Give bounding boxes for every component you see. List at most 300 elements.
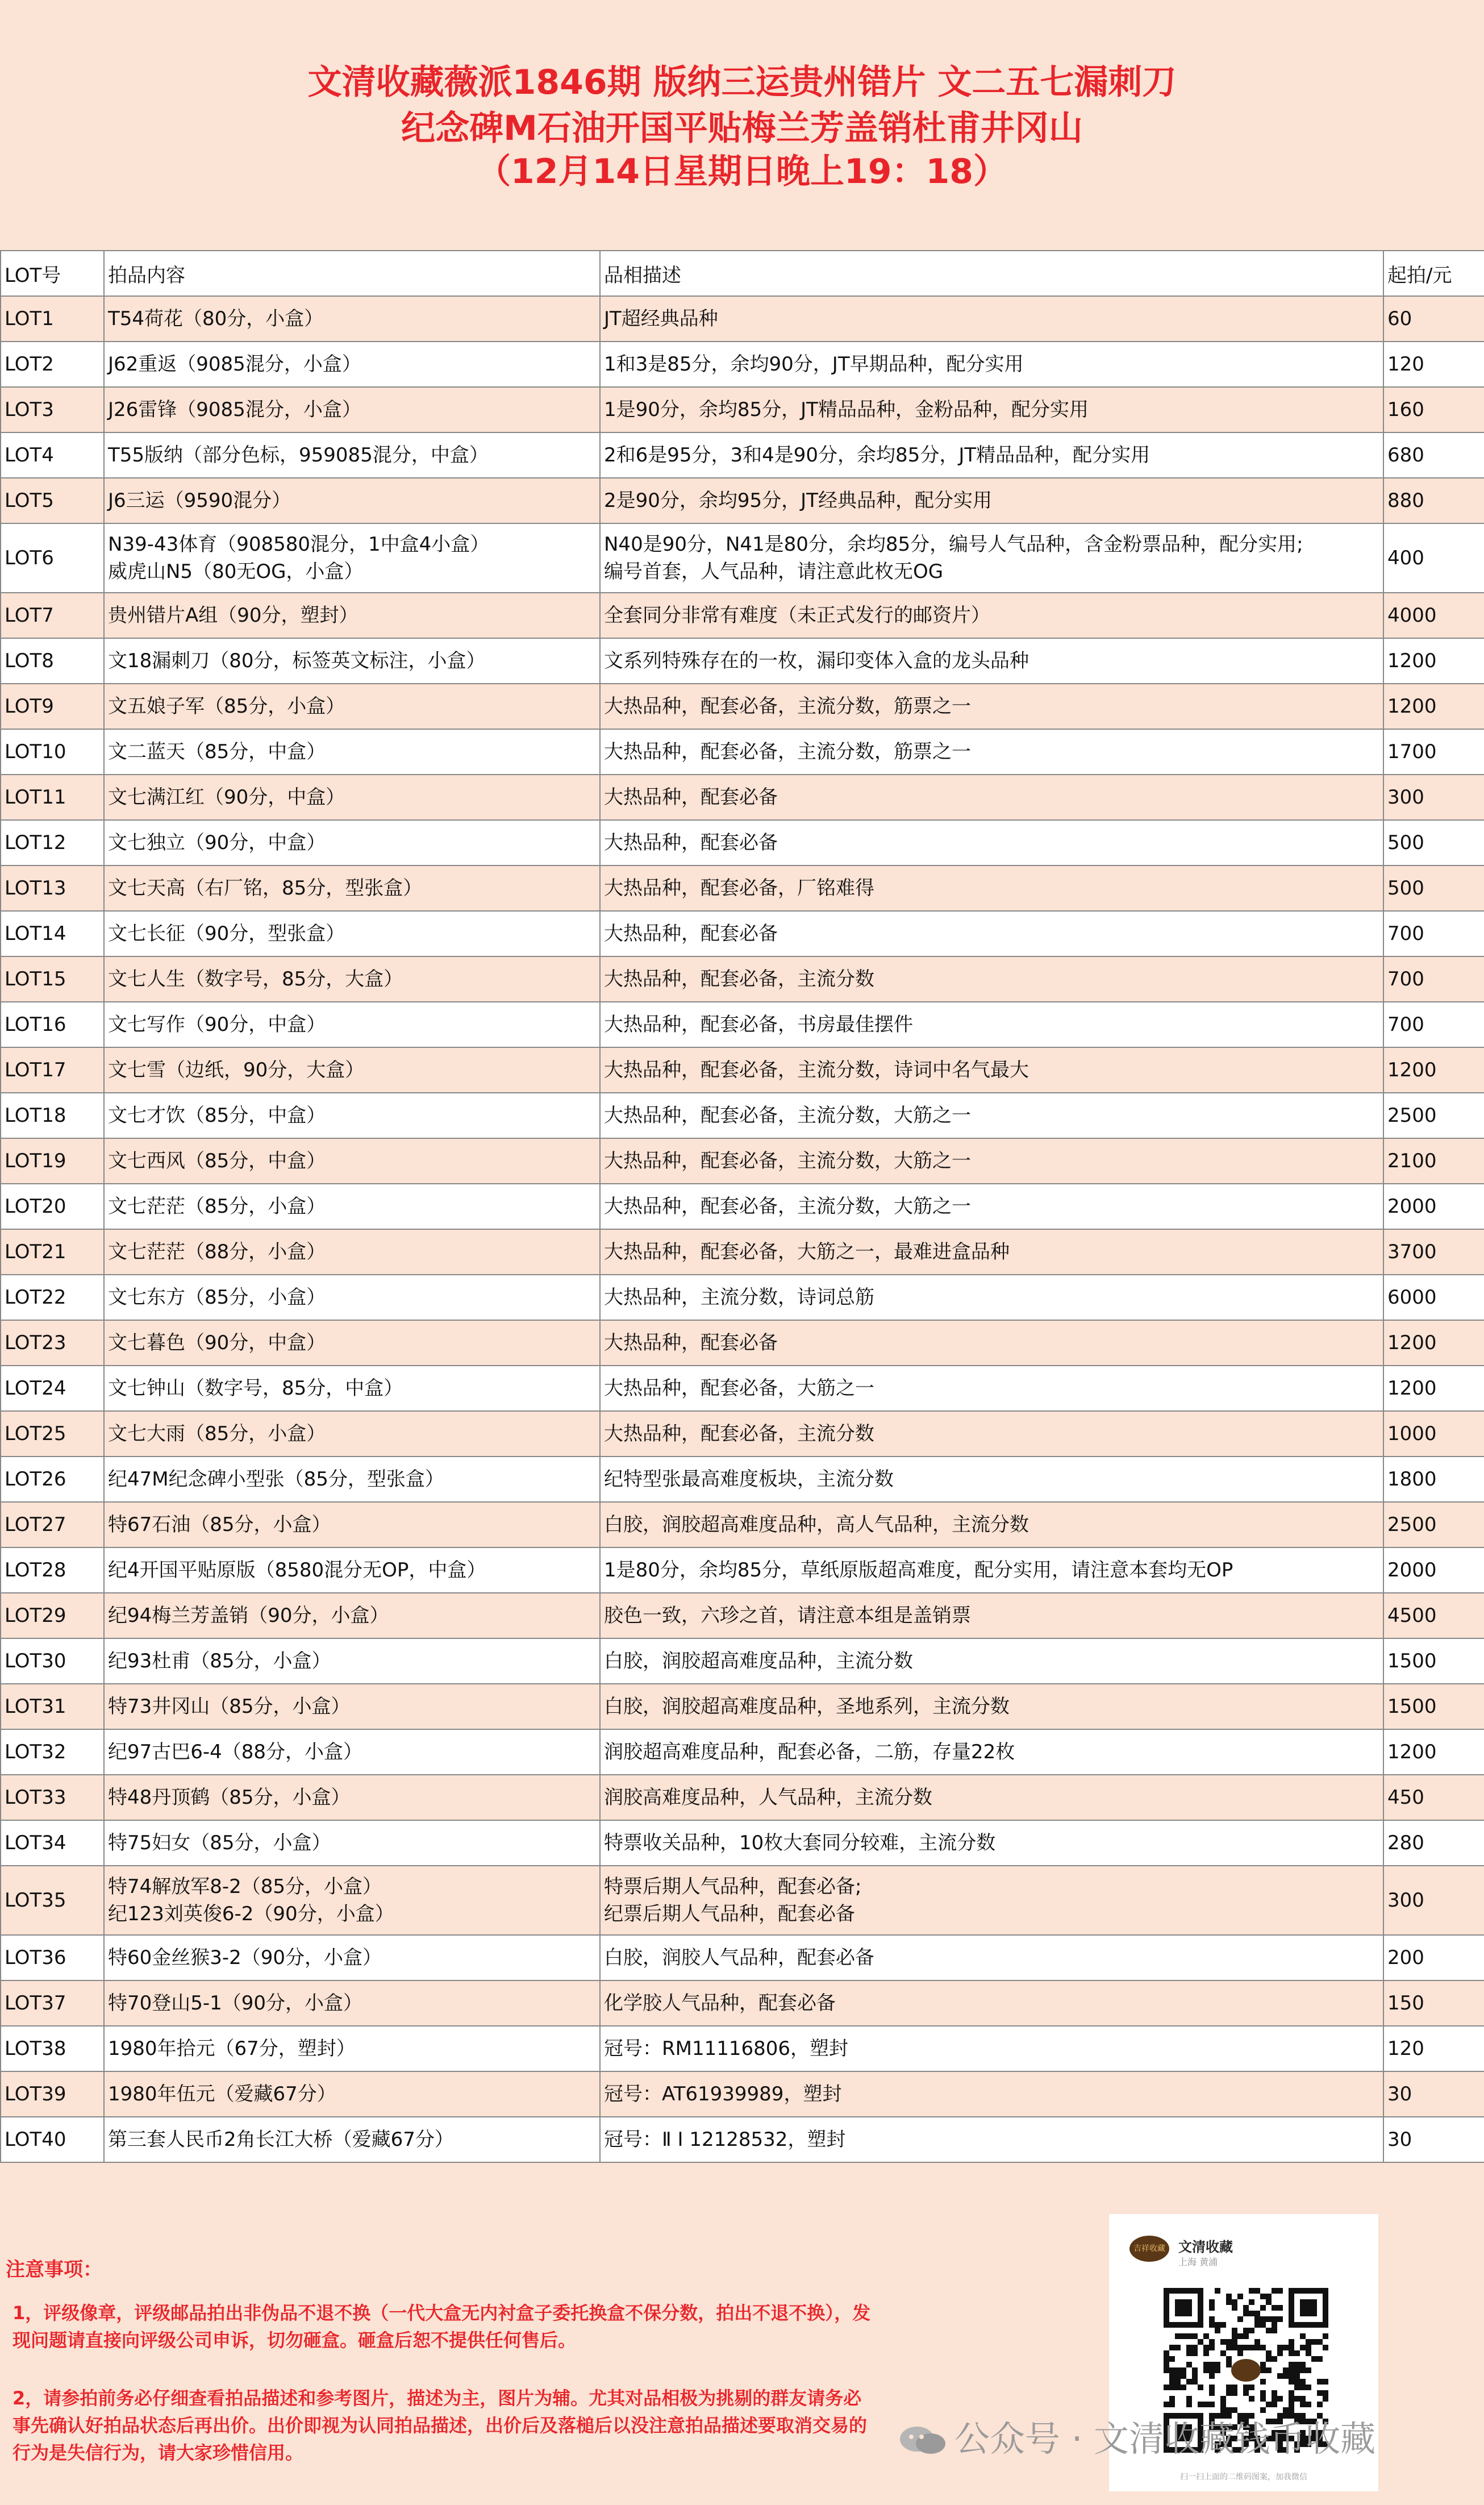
qr-module	[1203, 2350, 1209, 2356]
lot-description-cell	[600, 684, 1383, 729]
start-price-cell: 60	[1383, 296, 1484, 342]
lot-description-cell-line: 大热品种，配套必备，主流分数，筋票之一	[604, 740, 971, 763]
qr-module	[1277, 2305, 1283, 2311]
lot-description-cell	[600, 1729, 1383, 1775]
lot-description-cell	[600, 1229, 1383, 1275]
lot-description-cell	[600, 1138, 1383, 1184]
lot-item-cell-line: 文七独立（90分，中盒）	[108, 831, 326, 854]
qr-module	[1277, 2288, 1283, 2294]
qr-module	[1323, 2396, 1328, 2402]
qr-module	[1260, 2390, 1266, 2396]
qr-module	[1277, 2350, 1283, 2356]
qr-module	[1192, 2367, 1198, 2373]
qr-module	[1323, 2345, 1328, 2350]
lot-description-cell	[600, 775, 1383, 820]
qr-module	[1289, 2390, 1294, 2396]
qr-finder-pattern	[1300, 2299, 1317, 2316]
lot-item-cell	[104, 1138, 600, 1184]
lot-description-cell-line: 大热品种，主流分数，诗词总筋	[604, 1286, 874, 1309]
start-price-cell: 1500	[1383, 1684, 1484, 1729]
qr-module	[1249, 2385, 1254, 2390]
qr-module	[1209, 2385, 1215, 2390]
lot-item-cell-line: 特67石油（85分，小盒）	[108, 1513, 331, 1536]
table-row	[1, 1980, 1484, 2026]
start-price-cell: 680	[1383, 432, 1484, 478]
table-row	[1, 432, 1484, 478]
lot-description-cell	[600, 865, 1383, 911]
qr-module	[1164, 2385, 1169, 2390]
lot-item-cell	[104, 1275, 600, 1320]
lot-description-cell-line: 白胶，润胶人气品种，配套必备	[604, 1946, 874, 1969]
lot-number-cell: LOT27	[1, 1502, 104, 1547]
qr-module	[1277, 2396, 1283, 2402]
qr-module	[1186, 2402, 1192, 2407]
lot-description-cell	[600, 1684, 1383, 1729]
qr-module	[1175, 2385, 1181, 2390]
lot-description-cell	[600, 1935, 1383, 1980]
lot-description-cell	[600, 2117, 1383, 2162]
start-price-cell: 1800	[1383, 1457, 1484, 1502]
qr-module	[1272, 2305, 1277, 2311]
lot-description-cell-line: 全套同分非常有难度（未正式发行的邮资片）	[604, 604, 990, 627]
lot-description-cell	[600, 1502, 1383, 1547]
lot-item-cell	[104, 1684, 600, 1729]
qr-module	[1226, 2362, 1232, 2367]
lot-item-cell-line: 文七暮色（90分，中盒）	[108, 1331, 326, 1354]
table-row	[1, 593, 1484, 638]
qr-module	[1294, 2362, 1300, 2367]
lot-item-cell	[104, 2117, 600, 2162]
start-price-cell: 2500	[1383, 1502, 1484, 1547]
table-row	[1, 865, 1484, 911]
lot-number-cell: LOT36	[1, 1935, 104, 1980]
qr-module	[1294, 2379, 1300, 2385]
lot-description-cell	[600, 1184, 1383, 1229]
qr-module	[1283, 2345, 1289, 2350]
start-price-cell: 500	[1383, 820, 1484, 865]
qr-location: 上海 黄浦	[1178, 2257, 1218, 2267]
lot-description-cell-line: 胶色一致，六珍之首，请注意本组是盖销票	[604, 1604, 971, 1627]
qr-module	[1237, 2316, 1243, 2322]
qr-module	[1300, 2367, 1306, 2373]
qr-module	[1215, 2322, 1220, 2328]
lot-item-cell	[104, 478, 600, 523]
lot-item-cell	[104, 1980, 600, 2026]
lot-description-cell	[600, 729, 1383, 775]
lot-number-cell: LOT4	[1, 432, 104, 478]
qr-module	[1209, 2390, 1215, 2396]
table-row	[1, 478, 1484, 523]
lot-item-cell	[104, 956, 600, 1002]
lot-item-cell-line: J6三运（9590混分）	[108, 489, 291, 512]
column-header-description: 品相描述	[600, 251, 1383, 296]
lot-item-cell-line: 文七满江红（90分，中盒）	[108, 786, 345, 809]
qr-module	[1260, 2407, 1266, 2413]
start-price-cell: 120	[1383, 342, 1484, 387]
qr-module	[1260, 2345, 1266, 2350]
lot-number-cell: LOT38	[1, 2026, 104, 2071]
qr-module	[1209, 2373, 1215, 2379]
table-row	[1, 729, 1484, 775]
qr-module	[1209, 2345, 1215, 2350]
qr-module	[1232, 2345, 1237, 2350]
start-price-cell: 1000	[1383, 1411, 1484, 1457]
qr-module	[1311, 2339, 1317, 2345]
lot-number-cell: LOT17	[1, 1047, 104, 1093]
qr-module	[1260, 2367, 1266, 2373]
qr-module	[1226, 2407, 1232, 2413]
qr-module	[1272, 2322, 1277, 2328]
qr-module	[1272, 2316, 1277, 2322]
lot-item-cell-line: 纪47M纪念碑小型张（85分，型张盒）	[108, 1468, 444, 1491]
lot-item-cell-line: 文七东方（85分，小盒）	[108, 1286, 326, 1309]
table-row	[1, 342, 1484, 387]
start-price-cell: 400	[1383, 523, 1484, 593]
qr-module	[1209, 2339, 1215, 2345]
lot-item-cell	[104, 865, 600, 911]
start-price-cell: 300	[1383, 1866, 1484, 1935]
lot-item-cell-line: J62重返（9085混分，小盒）	[108, 353, 361, 376]
start-price-cell: 700	[1383, 1002, 1484, 1047]
lot-description-cell-line: 纪票后期人气品种，配套必备	[604, 1903, 855, 1925]
qr-module	[1243, 2333, 1249, 2339]
qr-module	[1306, 2339, 1311, 2345]
qr-module	[1209, 2316, 1215, 2322]
lot-item-cell-line: 特48丹顶鹤（85分，小盒）	[108, 1786, 351, 1809]
table-row	[1, 1547, 1484, 1593]
lot-item-cell-line: 文七西风（85分，中盒）	[108, 1150, 326, 1172]
lot-item-cell	[104, 1820, 600, 1866]
start-price-cell: 150	[1383, 1980, 1484, 2026]
qr-module	[1300, 2385, 1306, 2390]
qr-module	[1323, 2333, 1328, 2339]
table-row	[1, 387, 1484, 432]
qr-module	[1215, 2288, 1220, 2294]
table-row	[1, 684, 1484, 729]
lot-number-cell: LOT29	[1, 1593, 104, 1638]
watermark-text: 公众号 · 文清收藏钱币收藏	[954, 2418, 1376, 2460]
qr-module	[1175, 2333, 1181, 2339]
qr-module	[1243, 2390, 1249, 2396]
qr-module	[1215, 2362, 1220, 2367]
qr-module	[1215, 2328, 1220, 2333]
qr-module	[1277, 2345, 1283, 2350]
table-row	[1, 1366, 1484, 1411]
lot-description-cell	[600, 1638, 1383, 1684]
qr-module	[1272, 2396, 1277, 2402]
lot-number-cell: LOT15	[1, 956, 104, 1002]
lot-item-cell	[104, 638, 600, 684]
lot-description-cell-line: 冠号：Ⅱ I 12128532，塑封	[604, 2128, 846, 2151]
table-row	[1, 775, 1484, 820]
qr-module	[1203, 2345, 1209, 2350]
lot-description-cell	[600, 1275, 1383, 1320]
start-price-cell: 200	[1383, 1935, 1484, 1980]
lot-description-cell-line: 大热品种，配套必备，大筋之一，最难进盒品种	[604, 1241, 1010, 1263]
qr-module	[1260, 2316, 1266, 2322]
column-header-start-price: 起拍/元	[1383, 251, 1484, 296]
lot-description-cell	[600, 1093, 1383, 1138]
lot-description-cell-line: 2和6是95分，3和4是90分，余均85分，JT精品品种，配分实用	[604, 444, 1150, 467]
lot-number-cell: LOT21	[1, 1229, 104, 1275]
start-price-cell: 450	[1383, 1775, 1484, 1820]
qr-module	[1266, 2294, 1272, 2299]
lot-description-cell	[600, 1775, 1383, 1820]
qr-module	[1249, 2299, 1254, 2305]
qr-module	[1181, 2373, 1186, 2379]
table-row	[1, 1593, 1484, 1638]
qr-module	[1186, 2379, 1192, 2385]
qr-module	[1226, 2390, 1232, 2396]
lot-number-cell: LOT3	[1, 387, 104, 432]
lot-item-cell	[104, 1775, 600, 1820]
qr-module	[1294, 2373, 1300, 2379]
start-price-cell: 2000	[1383, 1184, 1484, 1229]
start-price-cell: 1200	[1383, 1729, 1484, 1775]
qr-module	[1306, 2402, 1311, 2407]
qr-module	[1215, 2367, 1220, 2373]
qr-module	[1192, 2333, 1198, 2339]
lot-description-cell-line: 大热品种，配套必备，书房最佳摆件	[604, 1013, 913, 1036]
qr-module	[1186, 2333, 1192, 2339]
lot-description-cell	[600, 820, 1383, 865]
lot-description-cell-line: 1是90分，余均85分，JT精品品种，金粉品种，配分实用	[604, 398, 1089, 421]
qr-module	[1289, 2373, 1294, 2379]
lot-description-cell	[600, 1547, 1383, 1593]
qr-module	[1220, 2339, 1226, 2345]
start-price-cell: 3700	[1383, 1229, 1484, 1275]
qr-module	[1272, 2288, 1277, 2294]
qr-module	[1300, 2345, 1306, 2350]
qr-module	[1306, 2345, 1311, 2350]
qr-module	[1260, 2294, 1266, 2299]
start-price-cell: 30	[1383, 2071, 1484, 2117]
qr-module	[1181, 2367, 1186, 2373]
qr-module	[1272, 2402, 1277, 2407]
qr-module	[1266, 2328, 1272, 2333]
lot-item-cell-line: 纪123刘英俊6-2（90分，小盒）	[108, 1903, 394, 1925]
qr-module	[1220, 2350, 1226, 2356]
lot-number-cell: LOT39	[1, 2071, 104, 2117]
lot-item-cell-line: N39-43体育（908580混分，1中盒4小盒）	[108, 533, 490, 556]
lot-description-cell-line: 化学胶人气品种，配套必备	[604, 1992, 836, 2015]
start-price-cell: 2500	[1383, 1093, 1484, 1138]
qr-module	[1220, 2322, 1226, 2328]
lot-number-cell: LOT35	[1, 1866, 104, 1935]
table-row	[1, 911, 1484, 956]
lot-number-cell: LOT6	[1, 523, 104, 593]
qr-module	[1289, 2367, 1294, 2373]
qr-module	[1164, 2402, 1169, 2407]
table-row	[1, 1638, 1484, 1684]
table-row	[1, 2026, 1484, 2071]
qr-module	[1249, 2396, 1254, 2402]
lot-item-cell-line: 文七天高（右厂铭，85分，型张盒）	[108, 877, 423, 900]
note-item-2: 2，请参拍前务必仔细查看拍品描述和参考图片，描述为主，图片为辅。尤其对品相极为挑剔的群友请务必事先确认好拍品状态后再出价。出价即视为认同拍品描述，出价后及落槌后以没注意拍品描述要取消交易的行为是失信行为，请大家珍惜信用。	[12, 2387, 868, 2464]
qr-module	[1254, 2322, 1260, 2328]
lot-number-cell: LOT2	[1, 342, 104, 387]
lot-item-cell-line: J26雷锋（9085混分，小盒）	[108, 398, 361, 421]
start-price-cell: 1200	[1383, 638, 1484, 684]
qr-module	[1243, 2311, 1249, 2316]
qr-module	[1289, 2379, 1294, 2385]
lot-description-cell	[600, 1980, 1383, 2026]
lot-item-cell-line: 纪97古巴6-4（88分，小盒）	[108, 1741, 363, 1763]
lot-item-cell-line: 威虎山N5（80无OG，小盒）	[108, 560, 364, 583]
lot-description-cell	[600, 1002, 1383, 1047]
start-price-cell: 6000	[1383, 1275, 1484, 1320]
start-price-cell: 120	[1383, 2026, 1484, 2071]
qr-module	[1186, 2345, 1192, 2350]
lot-description-cell-line: JT超经典品种	[604, 307, 718, 330]
table-row	[1, 1866, 1484, 1935]
qr-module	[1323, 2379, 1328, 2385]
lot-item-cell	[104, 1093, 600, 1138]
qr-module	[1175, 2379, 1181, 2385]
lot-description-cell	[600, 1593, 1383, 1638]
qr-module	[1209, 2299, 1215, 2305]
lot-description-cell-line: 大热品种，配套必备	[604, 831, 778, 854]
lot-number-cell: LOT30	[1, 1638, 104, 1684]
qr-module	[1169, 2356, 1175, 2362]
lot-item-cell-line: 纪94梅兰芳盖销（90分，小盒）	[108, 1604, 389, 1627]
qr-module	[1192, 2345, 1198, 2350]
qr-finder-pattern	[1175, 2299, 1192, 2316]
qr-module	[1175, 2373, 1181, 2379]
lot-item-cell-line: 1980年拾元（67分，塑封）	[108, 2037, 356, 2060]
lot-number-cell: LOT16	[1, 1002, 104, 1047]
table-row	[1, 1729, 1484, 1775]
qr-module	[1260, 2379, 1266, 2385]
lot-number-cell: LOT28	[1, 1547, 104, 1593]
lot-description-cell	[600, 523, 1383, 593]
lot-item-cell	[104, 1729, 600, 1775]
qr-module	[1232, 2328, 1237, 2333]
qr-module	[1232, 2385, 1237, 2390]
table-row	[1, 2071, 1484, 2117]
qr-module	[1300, 2402, 1306, 2407]
lot-description-cell	[600, 2071, 1383, 2117]
lot-description-cell	[600, 593, 1383, 638]
lot-description-cell	[600, 478, 1383, 523]
qr-module	[1294, 2396, 1300, 2402]
lot-number-cell: LOT40	[1, 2117, 104, 2162]
qr-module	[1243, 2328, 1249, 2333]
start-price-cell: 1700	[1383, 729, 1484, 775]
qr-module	[1226, 2339, 1232, 2345]
qr-module	[1243, 2345, 1249, 2350]
table-row	[1, 1411, 1484, 1457]
lot-item-cell	[104, 1547, 600, 1593]
lot-item-cell-line: 文七长征（90分，型张盒）	[108, 922, 345, 945]
table-row	[1, 956, 1484, 1002]
qr-module	[1283, 2407, 1289, 2413]
qr-module	[1266, 2356, 1272, 2362]
start-price-cell: 160	[1383, 387, 1484, 432]
lot-description-cell-line: 大热品种，配套必备	[604, 786, 778, 809]
lot-description-cell	[600, 1411, 1383, 1457]
qr-module	[1317, 2402, 1323, 2407]
qr-module	[1232, 2299, 1237, 2305]
table-row	[1, 1320, 1484, 1366]
qr-module	[1164, 2362, 1169, 2367]
qr-module	[1232, 2333, 1237, 2339]
lot-item-cell-line: 纪93杜甫（85分，小盒）	[108, 1650, 331, 1672]
qr-module	[1232, 2305, 1237, 2311]
qr-module	[1175, 2345, 1181, 2350]
lot-description-cell	[600, 1457, 1383, 1502]
lot-item-cell	[104, 729, 600, 775]
qr-module	[1243, 2305, 1249, 2311]
qr-module	[1317, 2390, 1323, 2396]
lot-number-cell: LOT10	[1, 729, 104, 775]
qr-module	[1289, 2339, 1294, 2345]
lot-number-cell: LOT12	[1, 820, 104, 865]
lot-item-cell	[104, 1320, 600, 1366]
start-price-cell: 2100	[1383, 1138, 1484, 1184]
lot-number-cell: LOT24	[1, 1366, 104, 1411]
table-row	[1, 1820, 1484, 1866]
qr-module	[1181, 2333, 1186, 2339]
qr-module	[1209, 2402, 1215, 2407]
lot-description-cell	[600, 1820, 1383, 1866]
lot-item-cell	[104, 1935, 600, 1980]
qr-account-name: 文清收藏	[1178, 2239, 1233, 2255]
start-price-cell: 1200	[1383, 1047, 1484, 1093]
lot-description-cell	[600, 1047, 1383, 1093]
lot-description-cell-line: N40是90分，N41是80分，余均85分，编号人气品种，含金粉票品种，配分实用;	[604, 533, 1303, 556]
qr-module	[1169, 2385, 1175, 2390]
qr-module	[1169, 2373, 1175, 2379]
qr-module	[1300, 2362, 1306, 2367]
lot-number-cell: LOT19	[1, 1138, 104, 1184]
qr-module	[1294, 2385, 1300, 2390]
lot-item-cell-line: 1980年伍元（爱藏67分）	[108, 2083, 336, 2105]
qr-module	[1237, 2350, 1243, 2356]
lot-description-cell-line: 冠号：RM11116806，塑封	[604, 2037, 849, 2060]
lot-number-cell: LOT22	[1, 1275, 104, 1320]
lot-description-cell-line: 大热品种，配套必备，大筋之一	[604, 1377, 874, 1400]
lot-description-cell-line: 1和3是85分，余均90分，JT早期品种，配分实用	[604, 353, 1024, 376]
lot-description-cell-line: 大热品种，配套必备，主流分数	[604, 968, 874, 991]
qr-module	[1169, 2402, 1175, 2407]
table-row	[1, 1138, 1484, 1184]
lot-item-cell	[104, 684, 600, 729]
qr-module	[1306, 2350, 1311, 2356]
lot-item-cell	[104, 1866, 600, 1935]
lot-description-cell-line: 大热品种，配套必备，主流分数，大筋之一	[604, 1195, 971, 1218]
table-row	[1, 1275, 1484, 1320]
qr-module	[1198, 2385, 1203, 2390]
qr-module	[1249, 2328, 1254, 2333]
start-price-cell: 1200	[1383, 1366, 1484, 1411]
lot-item-cell	[104, 911, 600, 956]
lot-item-cell-line: 文七雪（边纸，90分，大盒）	[108, 1059, 365, 1081]
lot-description-cell-line: 冠号：AT61939989，塑封	[604, 2083, 842, 2105]
qr-module	[1317, 2356, 1323, 2362]
page-title-line-1: 文清收藏薇派1846期 版纳三运贵州错片 文二五七漏刺刀	[307, 63, 1177, 102]
lot-description-cell-line: 大热品种，配套必备，主流分数，诗词中名气最大	[604, 1059, 1029, 1081]
qr-module	[1294, 2367, 1300, 2373]
lot-number-cell: LOT26	[1, 1457, 104, 1502]
header	[0, 0, 1484, 250]
lot-item-cell	[104, 775, 600, 820]
qr-module	[1209, 2305, 1215, 2311]
qr-module	[1317, 2379, 1323, 2385]
start-price-cell: 1200	[1383, 1320, 1484, 1366]
table-row	[1, 1093, 1484, 1138]
lot-item-cell-line: 特75妇女（85分，小盒）	[108, 1832, 331, 1854]
